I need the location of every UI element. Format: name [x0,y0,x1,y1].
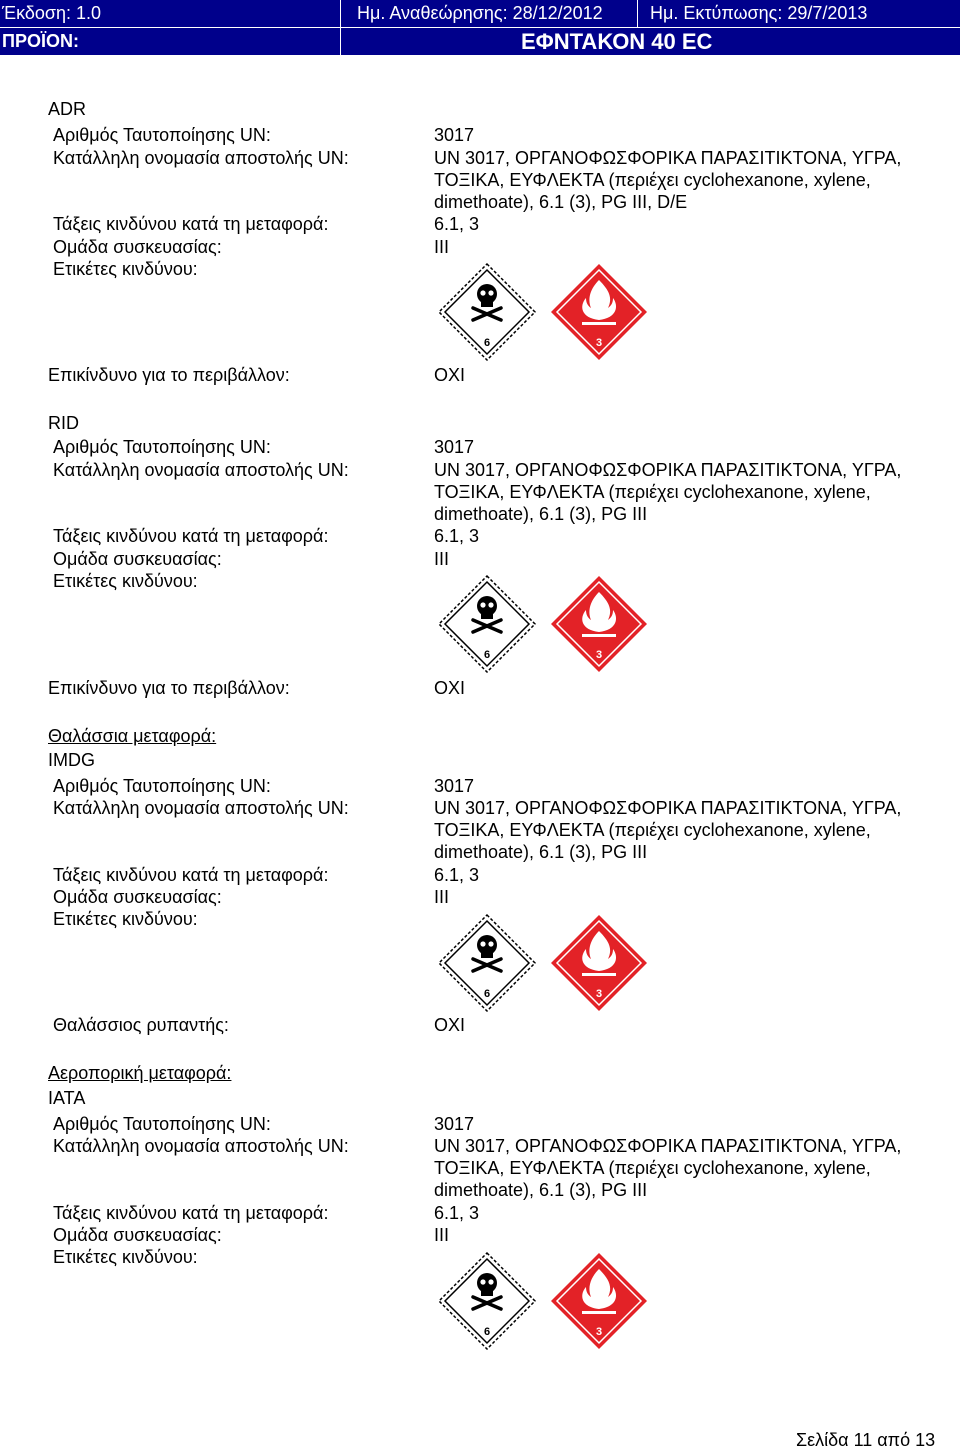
un-number-label: Αριθμός Ταυτοποίησης UN: [53,1114,271,1134]
packing-group-value: III [434,549,450,569]
shipping-name-line: ΤΟΞΙΚΑ, ΕΥΦΛΕΚΤΑ (περιέχει cyclohexanone, xylene, [434,820,871,840]
shipping-name-label: Κατάλληλη ονομασία αποστολής UN: [53,148,349,168]
un-number-value: 3017 [434,1114,475,1134]
flammable-class-number: 3 [595,337,603,349]
section-title: ADR [48,99,87,119]
hazard-labels-label: Ετικέτες κινδύνου: [53,571,198,591]
toxic-pictogram [437,913,537,1013]
flammable-pictogram [549,913,649,1013]
packing-group-label: Ομάδα συσκευασίας: [53,887,222,907]
document-header [0,0,960,54]
toxic-class-number: 6 [483,337,491,349]
marine-pollutant-label: Θαλάσσιος ρυπαντής: [53,1015,229,1035]
header-info-row [0,0,960,28]
hazard-labels-label: Ετικέτες κινδύνου: [53,259,198,279]
flammable-pictogram [549,1251,649,1351]
header-product-row [0,28,960,55]
hazard-class-label: Τάξεις κινδύνου κατά τη μεταφορά: [53,865,329,885]
edition-text: Έκδοση: 1.0 [2,3,102,23]
hazard-class-value: 6.1, 3 [434,865,480,885]
hazard-labels-label: Ετικέτες κινδύνου: [53,1247,198,1267]
packing-group-label: Ομάδα συσκευασίας: [53,237,222,257]
shipping-name-line: UN 3017, ΟΡΓΑΝΟΦΩΣΦΟΡΙΚΑ ΠΑΡΑΣΙΤΙΚΤΟΝΑ, ΥΓΡΑ, [434,1136,902,1156]
hazard-class-label: Τάξεις κινδύνου κατά τη μεταφορά: [53,1203,329,1223]
shipping-name-line: ΤΟΞΙΚΑ, ΕΥΦΛΕΚΤΑ (περιέχει cyclohexanone, xylene, [434,482,871,502]
shipping-name-line: UN 3017, ΟΡΓΑΝΟΦΩΣΦΟΡΙΚΑ ΠΑΡΑΣΙΤΙΚΤΟΝΑ, ΥΓΡΑ, [434,148,902,168]
shipping-name-line: UN 3017, ΟΡΓΑΝΟΦΩΣΦΟΡΙΚΑ ΠΑΡΑΣΙΤΙΚΤΟΝΑ, ΥΓΡΑ, [434,460,902,480]
transport-mode-heading: Θαλάσσια μεταφορά: [48,726,217,746]
packing-group-label: Ομάδα συσκευασίας: [53,549,222,569]
section-title: RID [48,413,79,433]
toxic-class-number: 6 [483,988,491,1000]
packing-group-label: Ομάδα συσκευασίας: [53,1225,222,1245]
section-title: IATA [48,1088,86,1108]
page-number: Σελίδα 11 από 13 [796,1430,936,1450]
packing-group-value: III [434,1225,450,1245]
un-number-value: 3017 [434,437,475,457]
toxic-pictogram [437,574,537,674]
flammable-class-number: 3 [595,1326,603,1338]
product-name: ΕΦΝΤΑΚΟΝ 40 EC [521,29,713,54]
print-date-text: Ημ. Εκτύπωσης: 29/7/2013 [650,3,868,23]
toxic-class-number: 6 [483,1326,491,1338]
hazard-class-value: 6.1, 3 [434,214,480,234]
flammable-class-number: 3 [595,988,603,1000]
flammable-class-number: 3 [595,649,603,661]
shipping-name-line: dimethoate), 6.1 (3), PG III [434,504,648,524]
flammable-pictogram [549,574,649,674]
environment-hazard-value: ΟΧΙ [434,678,466,698]
hazard-class-label: Τάξεις κινδύνου κατά τη μεταφορά: [53,214,329,234]
section-title: IMDG [48,750,95,770]
hazard-class-value: 6.1, 3 [434,1203,480,1223]
un-number-label: Αριθμός Ταυτοποίησης UN: [53,437,271,457]
packing-group-value: III [434,237,450,257]
shipping-name-label: Κατάλληλη ονομασία αποστολής UN: [53,798,349,818]
shipping-name-line: ΤΟΞΙΚΑ, ΕΥΦΛΕΚΤΑ (περιέχει cyclohexanone, xylene, [434,1158,871,1178]
un-number-value: 3017 [434,125,475,145]
hazard-class-label: Τάξεις κινδύνου κατά τη μεταφορά: [53,526,329,546]
flammable-pictogram [549,262,649,362]
toxic-pictogram [437,1251,537,1351]
transport-mode-heading: Αεροπορική μεταφορά: [48,1063,232,1083]
toxic-class-number: 6 [483,649,491,661]
revision-date-text: Ημ. Αναθεώρησης: 28/12/2012 [357,3,603,23]
packing-group-value: III [434,887,450,907]
un-number-value: 3017 [434,776,475,796]
hazard-class-value: 6.1, 3 [434,526,480,546]
toxic-pictogram [437,262,537,362]
hazard-labels-label: Ετικέτες κινδύνου: [53,909,198,929]
shipping-name-line: UN 3017, ΟΡΓΑΝΟΦΩΣΦΟΡΙΚΑ ΠΑΡΑΣΙΤΙΚΤΟΝΑ, ΥΓΡΑ, [434,798,902,818]
product-label: ΠΡΟΪΟΝ: [2,31,80,51]
shipping-name-line: dimethoate), 6.1 (3), PG III [434,842,648,862]
environment-hazard-label: Επικίνδυνο για το περιβάλλον: [48,365,290,385]
environment-hazard-value: ΟΧΙ [434,365,466,385]
shipping-name-line: dimethoate), 6.1 (3), PG III [434,1180,648,1200]
shipping-name-label: Κατάλληλη ονομασία αποστολής UN: [53,460,349,480]
un-number-label: Αριθμός Ταυτοποίησης UN: [53,125,271,145]
shipping-name-line: dimethoate), 6.1 (3), PG III, D/E [434,192,688,212]
un-number-label: Αριθμός Ταυτοποίησης UN: [53,776,271,796]
shipping-name-label: Κατάλληλη ονομασία αποστολής UN: [53,1136,349,1156]
marine-pollutant-value: ΟΧΙ [434,1015,466,1035]
environment-hazard-label: Επικίνδυνο για το περιβάλλον: [48,678,290,698]
shipping-name-line: ΤΟΞΙΚΑ, ΕΥΦΛΕΚΤΑ (περιέχει cyclohexanone, xylene, [434,170,871,190]
